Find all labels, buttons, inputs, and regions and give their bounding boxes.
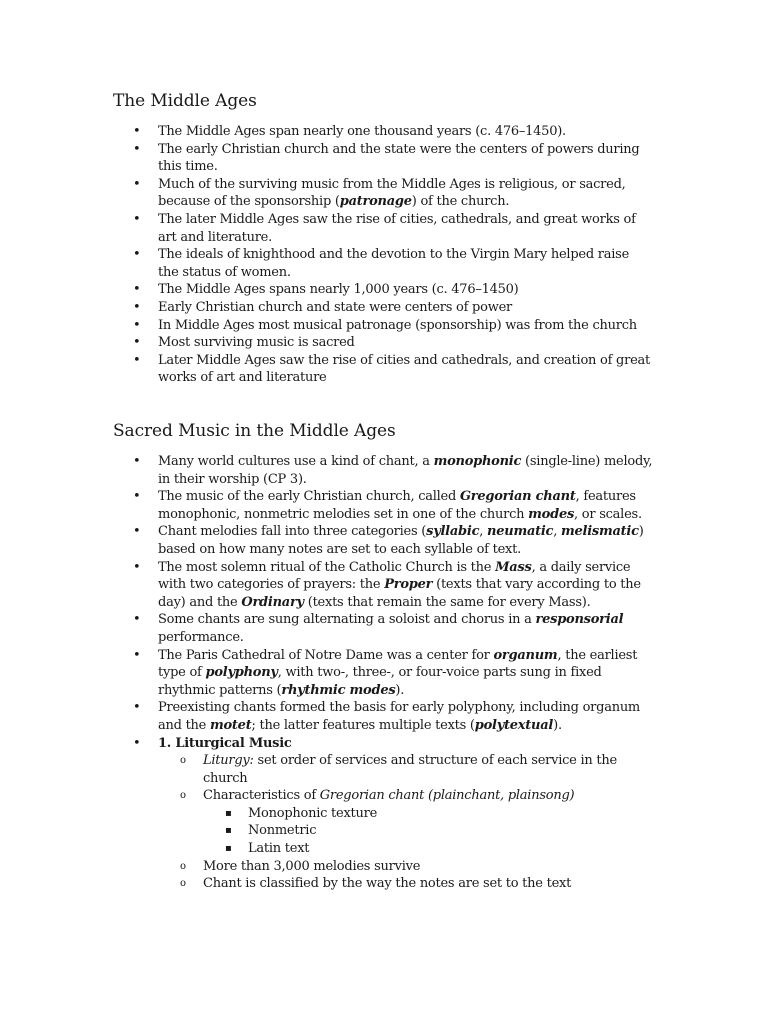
characteristics-list [203, 805, 653, 858]
list-item: • Some chants are sung alternating a soloist and chorus in a responsorial performance. [113, 611, 653, 646]
list-item: • Much of the surviving music from the Middle Ages is religious, or sacred, because of the sponsorship (patronage) of the church. [113, 176, 653, 211]
bullet-list [113, 123, 653, 387]
key-term: monophonic [433, 454, 522, 469]
key-term: rhythmic modes [281, 682, 396, 698]
term-definition: set order of services and structure of each service in the church [203, 753, 617, 786]
section-sacred-music [113, 419, 653, 893]
characteristics-label: Characteristics of [203, 788, 320, 804]
list-item: • The most solemn ritual of the Catholic Church is the Mass, a daily service with two categories of prayers: the Proper (texts that vary according to the day) and the Ordinary (texts that remain the same for every Mass). [113, 559, 653, 612]
key-term: Ordinary [241, 594, 304, 610]
list-item: • Most surviving music is sacred [113, 334, 653, 352]
list-item: • The Middle Ages spans nearly 1,000 years (c. 476–1450) [113, 281, 653, 299]
key-term: polytextual [474, 717, 554, 733]
list-item: • Early Christian church and state were centers of power [113, 299, 653, 317]
key-term: responsorial [535, 612, 624, 628]
key-term: motet [210, 717, 252, 733]
list-item: • The Middle Ages span nearly one thousand years (c. 476–1450). [113, 123, 653, 141]
key-term: Proper [384, 577, 433, 593]
key-term: Mass [495, 559, 532, 575]
list-item: • The later Middle Ages saw the rise of cities, cathedrals, and great works of art and literature. [113, 211, 653, 246]
term-gregorian-chant: Gregorian chant (plainchant, plainsong) [319, 788, 575, 804]
subsection-title: 1. Liturgical Music [158, 735, 292, 751]
key-term: syllabic [426, 524, 480, 540]
list-item: • Preexisting chants formed the basis for early polyphony, including organum and the motet; the latter features multiple texts (polytextual). [113, 699, 653, 734]
key-term: patronage [339, 194, 412, 210]
characteristic-item: ▪ Nonmetric [203, 822, 653, 840]
list-item: • Later Middle Ages saw the rise of cities and cathedrals, and creation of great works of art and literature [113, 352, 653, 387]
list-item: • The music of the early Christian church, called Gregorian chant, features monophonic, nonmetric melodies set in one of the church modes, or scales. [113, 488, 653, 523]
sub-item: o More than 3,000 melodies survive [158, 858, 653, 876]
section-heading: Sacred Music in the Middle Ages [113, 421, 396, 441]
bullet-list [113, 453, 653, 893]
key-term: organum [493, 647, 558, 663]
characteristic-item: ▪ Latin text [203, 840, 653, 858]
list-item: • The ideals of knighthood and the devotion to the Virgin Mary helped raise the status of women. [113, 246, 653, 281]
key-term: neumatic [487, 524, 554, 540]
characteristic-item: ▪ Monophonic texture [203, 805, 653, 823]
sub-item: o Chant is classified by the way the notes are set to the text [158, 875, 653, 893]
list-item-liturgical [113, 735, 653, 893]
key-term: Gregorian chant [459, 489, 576, 505]
list-item: • Many world cultures use a kind of chant, a monophonic (single-line) melody, in their worship (CP 3). [113, 453, 653, 488]
term-liturgy: Liturgy: [203, 753, 254, 769]
key-term: modes [528, 506, 575, 522]
key-term: polyphony [205, 665, 278, 681]
list-item: • The Paris Cathedral of Notre Dame was a center for organum, the earliest type of polyphony, with two-, three-, or four-voice parts sung in fixed rhythmic patterns (rhythmic modes). [113, 647, 653, 700]
sub-item [158, 752, 653, 787]
sub-item [158, 787, 653, 857]
key-term: melismatic [561, 524, 639, 540]
sub-list [158, 752, 653, 893]
list-item: • In Middle Ages most musical patronage (sponsorship) was from the church [113, 317, 653, 335]
section-heading: The Middle Ages [113, 91, 257, 111]
section-middle-ages [113, 89, 653, 387]
list-item: • The early Christian church and the state were the centers of powers during this time. [113, 141, 653, 176]
list-item: • Chant melodies fall into three categories (syllabic, neumatic, melismatic) based on how many notes are set to each syllable of text. [113, 523, 653, 558]
